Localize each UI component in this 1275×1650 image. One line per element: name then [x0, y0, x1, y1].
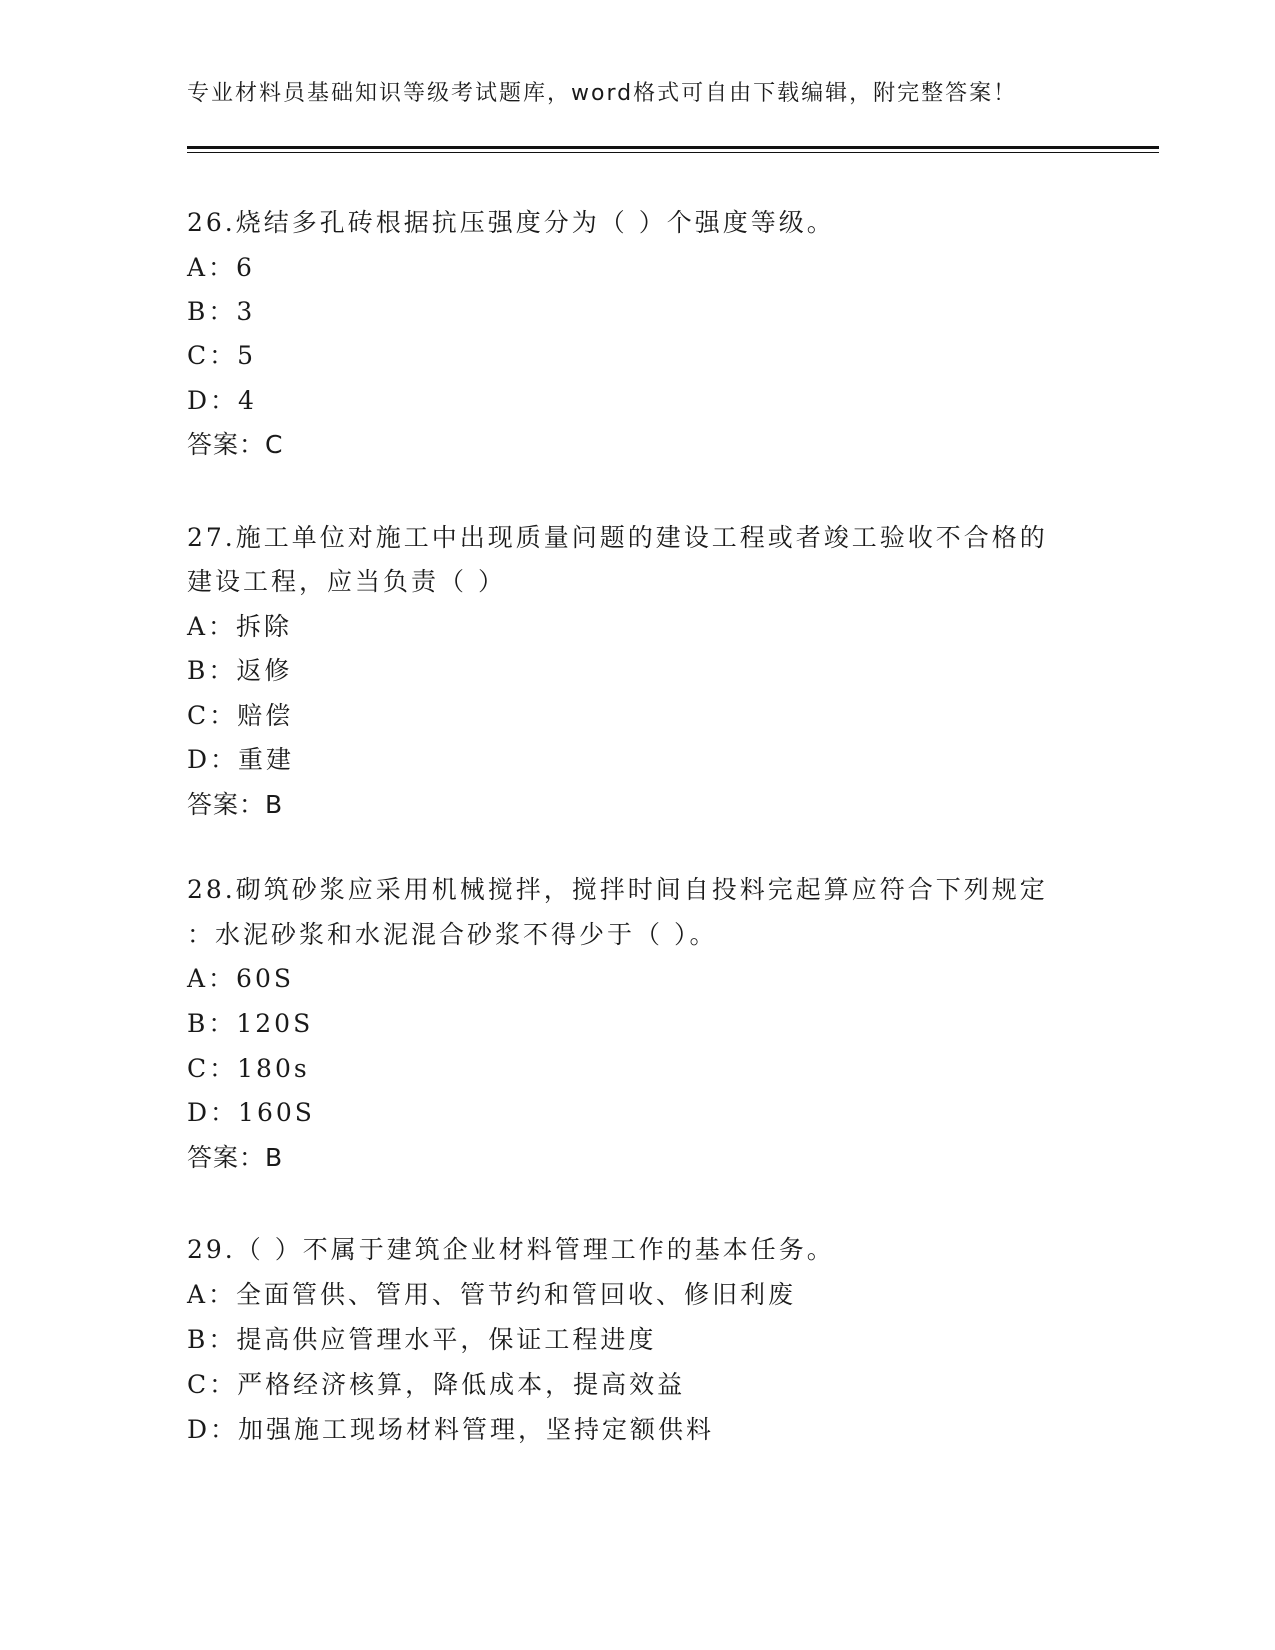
- question-27-option-d: D：重建: [187, 745, 295, 774]
- header-rule-thick: [187, 146, 1159, 149]
- question-26-answer: 答案：C: [187, 430, 284, 459]
- question-27-stem-line-1: 27.施工单位对施工中出现质量问题的建设工程或者竣工验收不合格的: [187, 523, 1048, 552]
- question-28-option-d: D：160S: [187, 1098, 315, 1127]
- question-28-option-b: B：120S: [187, 1009, 314, 1038]
- question-26-option-c: C：5: [187, 341, 257, 370]
- question-27-stem-line-2: 建设工程，应当负责（ ）: [187, 567, 506, 596]
- question-26-option-b: B：3: [187, 297, 256, 326]
- question-29-stem: 29.（ ）不属于建筑企业材料管理工作的基本任务。: [187, 1235, 835, 1264]
- question-26-option-a: A：6: [187, 253, 255, 282]
- question-26-stem: 26.烧结多孔砖根据抗压强度分为（ ）个强度等级。: [187, 208, 835, 237]
- document-header: 专业材料员基础知识等级考试题库，word格式可自由下载编辑，附完整答案！: [187, 81, 1018, 106]
- question-28-stem-line-1: 28.砌筑砂浆应采用机械搅拌，搅拌时间自投料完起算应符合下列规定: [187, 875, 1048, 904]
- header-rule-thin: [187, 152, 1159, 153]
- question-29-option-b: B：提高供应管理水平，保证工程进度: [187, 1325, 657, 1354]
- question-28-option-a: A：60S: [187, 964, 294, 993]
- question-26-option-d: D：4: [187, 386, 257, 415]
- question-29-option-d: D：加强施工现场材料管理，坚持定额供料: [187, 1415, 715, 1444]
- question-28-stem-line-2: ：水泥砂浆和水泥混合砂浆不得少于（ ）。: [187, 920, 718, 949]
- question-29-option-a: A：全面管供、管用、管节约和管回收、修旧利废: [187, 1280, 797, 1309]
- question-27-answer: 答案：B: [187, 790, 284, 819]
- question-27-option-a: A：拆除: [187, 612, 293, 641]
- question-27-option-c: C：赔偿: [187, 701, 294, 730]
- question-28-option-c: C：180s: [187, 1054, 310, 1083]
- question-29-option-c: C：严格经济核算，降低成本，提高效益: [187, 1370, 686, 1399]
- question-28-answer: 答案：B: [187, 1143, 284, 1172]
- question-27-option-b: B：返修: [187, 656, 293, 685]
